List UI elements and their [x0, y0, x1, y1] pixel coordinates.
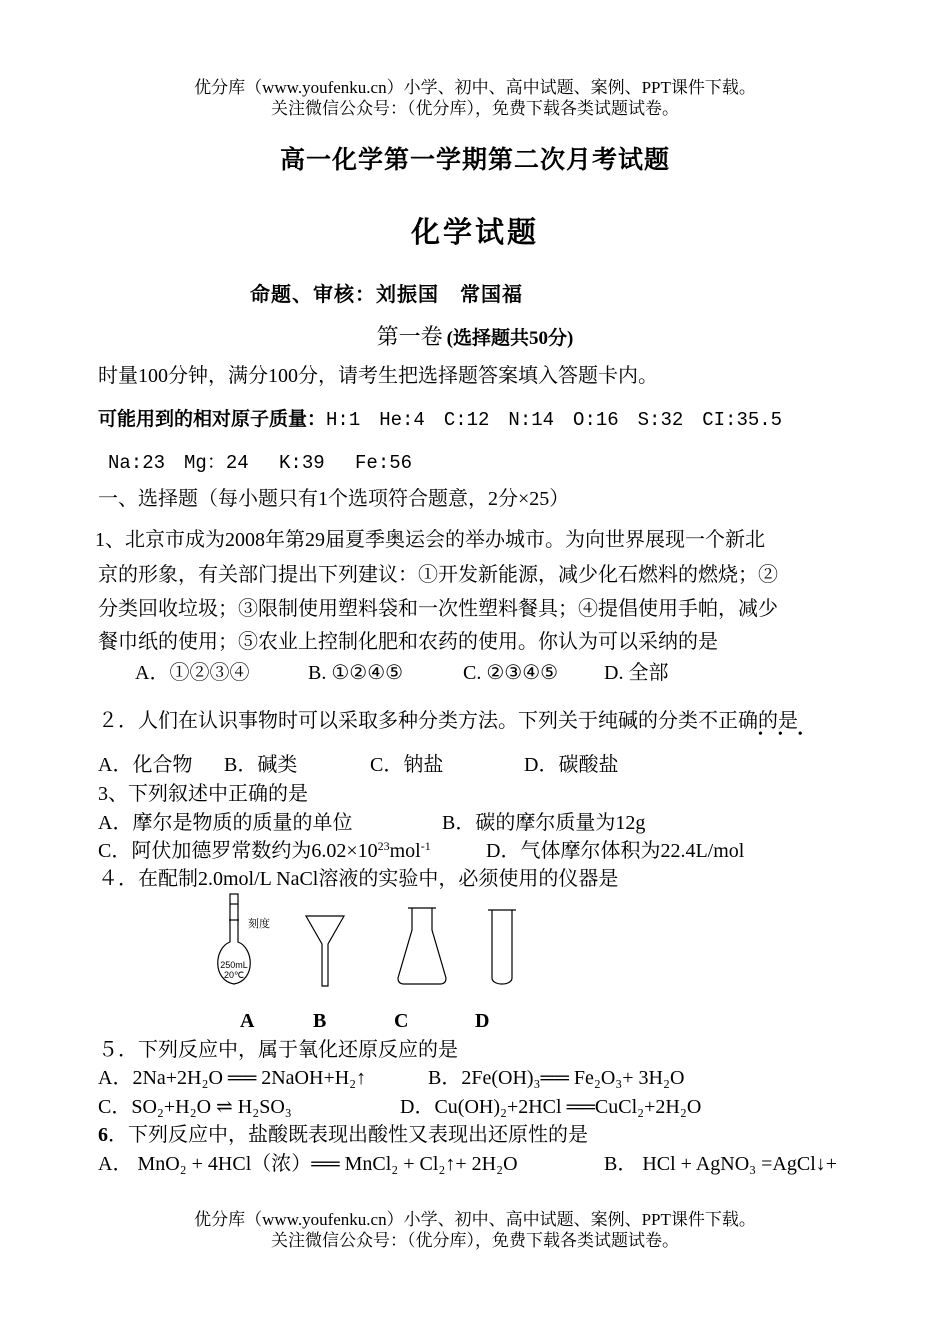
- funnel-icon: [306, 916, 344, 986]
- q3-c-exp: 23: [377, 839, 390, 853]
- q3-c-unit: mol: [389, 840, 421, 862]
- q1-line-2: 京的形象，有关部门提出下列建议：①开发新能源，减少化石燃料的燃烧；②: [98, 564, 778, 586]
- emphasis-dots: •••: [758, 727, 818, 742]
- q1-option-b: B. ①②④⑤: [308, 662, 404, 684]
- atomic-masses-line-1: [98, 404, 782, 431]
- q6-number: 6: [98, 1124, 108, 1146]
- q4-stem: ４．在配制2.0mol/L NaCl溶液的实验中，必须使用的仪器是: [98, 868, 619, 890]
- q5-option-d: D．Cu(OH)₂+2HCl ══CuCl₂+2H₂O: [400, 1096, 702, 1118]
- q3-c-text: C．阿伏加德罗常数约为6.02×10: [98, 840, 378, 862]
- q1-line-1: 1、北京市成为2008年第29届夏季奥运会的举办城市。为向世界展现一个新北: [95, 529, 765, 551]
- q5-stem: ５．下列反应中，属于氧化还原反应的是: [98, 1039, 458, 1061]
- volume-prefix: 第一卷: [376, 324, 443, 349]
- apparatus-label-c: C: [394, 1010, 409, 1032]
- q3-option-d: D．气体摩尔体积为22.4L/mol: [486, 840, 745, 862]
- volume-heading: [0, 320, 950, 351]
- q1-option-c: C. ②③④⑤: [463, 662, 559, 684]
- q5-option-c: C．SO₂+H₂O ⇌ H₂SO₃: [98, 1096, 292, 1118]
- apparatus-label-a: A: [240, 1010, 255, 1032]
- apparatus-label-b: B: [313, 1010, 327, 1032]
- q6-option-b: B． HCl + AgNO₃ =AgCl↓+: [604, 1153, 838, 1175]
- flask-temp-label: 20℃: [223, 970, 245, 980]
- time-note: 时量100分钟，满分100分，请考生把选择题答案填入答题卡内。: [98, 365, 658, 387]
- q2-option-b: B．碱类: [224, 754, 298, 776]
- exam-subtitle: 化学试题: [410, 217, 539, 249]
- q1-option-a: A．①②③④: [135, 662, 250, 684]
- authors: 命题、审核：刘振国 常国福: [250, 284, 523, 306]
- test-tube-icon: [488, 910, 516, 984]
- q2-option-a: A．化合物: [98, 754, 193, 776]
- flask-volume-label: 250mL: [220, 960, 248, 970]
- q5-option-b: B．2Fe(OH)₃══ Fe₂O₃+ 3H₂O: [428, 1067, 685, 1089]
- q2-option-c: C．钠盐: [370, 754, 444, 776]
- header-line-2: 关注微信公众号：（优分库），免费下载各类试题试卷。: [271, 99, 679, 118]
- volume-note: (选择题共50分): [446, 328, 574, 349]
- q3-option-a: A．摩尔是物质的质量的单位: [98, 812, 353, 834]
- lab-apparatus-figure: [200, 890, 540, 995]
- q1-option-d: D. 全部: [604, 662, 669, 684]
- footer-line-2: 关注微信公众号：（优分库），免费下载各类试题试卷。: [271, 1231, 679, 1250]
- apparatus-label-d: D: [475, 1010, 490, 1032]
- section-heading: 一、选择题（每小题只有1个选项符合题意，2分×25）: [98, 488, 570, 510]
- atomic-masses-label: 可能用到的相对原子质量：: [98, 409, 327, 430]
- q1-line-4: 餐巾纸的使用；⑤农业上控制化肥和农药的使用。你认为可以采纳的是: [98, 631, 718, 653]
- q1-line-3: 分类回收垃圾；③限制使用塑料袋和一次性塑料餐具；④提倡使用手帕，减少: [98, 598, 778, 620]
- flask-mark-label: 刻度: [248, 917, 270, 930]
- q6-option-a: A． MnO₂ + 4HCl（浓）══ MnCl₂ + Cl₂↑+ 2H₂O: [98, 1153, 518, 1175]
- q3-option-c: [98, 839, 431, 863]
- q2-option-d: D．碳酸盐: [524, 754, 619, 776]
- q3-stem: 3、下列叙述中正确的是: [98, 783, 308, 805]
- footer-line-1: 优分库（www.youfenku.cn）小学、初中、高中试题、案例、PPT课件下载。: [194, 1210, 756, 1229]
- q2-stem: ２．人们在认识事物时可以采取多种分类方法。下列关于纯碱的分类不正确的是: [98, 710, 798, 732]
- q3-option-b: B．碳的摩尔质量为12g: [442, 812, 646, 834]
- exam-title: 高一化学第一学期第二次月考试题: [279, 147, 670, 174]
- q5-option-a: A．2Na+2H₂O ══ 2NaOH+H₂↑: [98, 1067, 367, 1089]
- header-line-1: 优分库（www.youfenku.cn）小学、初中、高中试题、案例、PPT课件下载。: [194, 78, 756, 97]
- atomic-masses-line-2: Na:23 Mg：24 K:39 Fe:56: [108, 452, 413, 474]
- atomic-masses-values-1: H:1 He:4 C:12 N:14 O:16 S:32 CI:35.5: [326, 409, 783, 431]
- q6-stem-text: ．下列反应中，盐酸既表现出酸性又表现出还原性的是: [108, 1124, 588, 1146]
- q6-stem: [98, 1123, 588, 1147]
- erlenmeyer-flask-icon: [398, 908, 446, 984]
- q3-c-unit-exp: -1: [420, 839, 431, 853]
